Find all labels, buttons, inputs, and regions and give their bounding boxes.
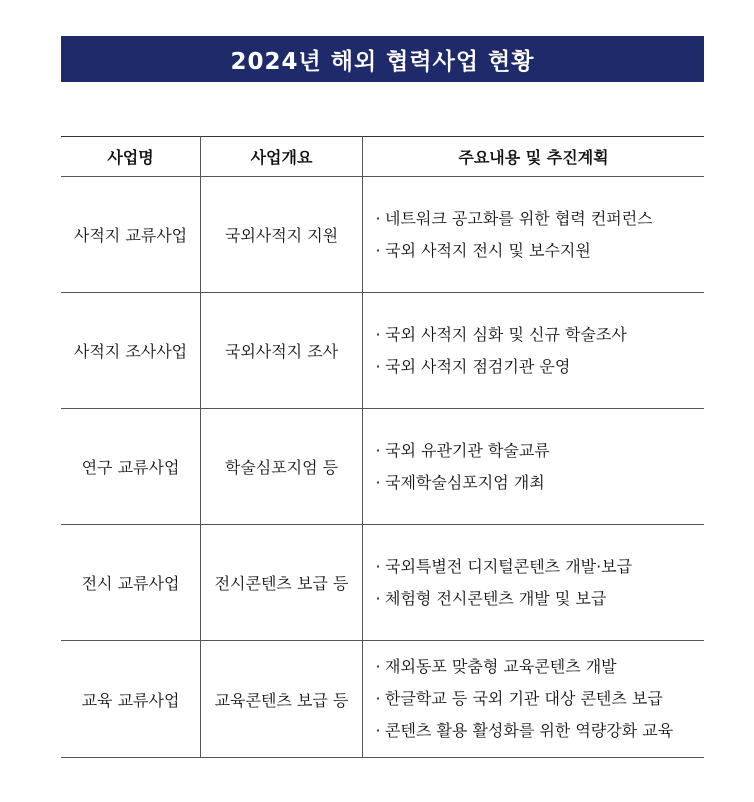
detail-text: 체험형 전시콘텐츠 개발 및 보급 <box>385 588 607 608</box>
bullet-icon: · <box>375 721 381 740</box>
detail-list <box>363 203 704 267</box>
detail-item <box>371 583 704 615</box>
page-title: 2024년 해외 협력사업 현황 <box>230 48 535 75</box>
detail-list <box>363 435 704 499</box>
project-name-cell: 사적지 교류사업 <box>61 177 201 293</box>
header-row <box>61 137 704 177</box>
bullet-icon: · <box>375 240 381 260</box>
table-row <box>61 293 704 409</box>
detail-text: 국외 사적지 전시 및 보수지원 <box>385 240 591 260</box>
project-name-cell: 교육 교류사업 <box>61 641 201 758</box>
project-summary-cell: 교육콘텐츠 보급 등 <box>201 641 363 758</box>
detail-text: 한글학교 등 국외 기관 대상 콘텐츠 보급 <box>385 689 663 708</box>
detail-item <box>371 715 704 747</box>
title-banner <box>61 36 704 82</box>
detail-list <box>363 651 704 747</box>
table-row <box>61 409 704 525</box>
detail-item <box>371 235 704 267</box>
detail-text: 국외 사적지 심화 및 신규 학술조사 <box>385 324 627 344</box>
detail-text: 네트워크 공고화를 위한 협력 컨퍼런스 <box>385 208 653 228</box>
detail-text: 콘텐츠 활용 활성화를 위한 역량강화 교육 <box>385 721 674 740</box>
bullet-icon: · <box>375 472 381 492</box>
project-summary-cell: 전시콘텐츠 보급 등 <box>201 525 363 641</box>
bullet-icon: · <box>375 588 381 608</box>
table-row <box>61 177 704 293</box>
bullet-icon: · <box>375 324 381 344</box>
projects-table <box>61 136 704 758</box>
detail-text: 국제학술심포지엄 개최 <box>385 472 545 492</box>
detail-list <box>363 319 704 383</box>
detail-text: 국외특별전 디지털콘텐츠 개발·보급 <box>385 556 633 576</box>
project-details-cell <box>363 293 705 409</box>
project-details-cell <box>363 641 705 758</box>
table-row <box>61 525 704 641</box>
project-summary-cell: 국외사적지 조사 <box>201 293 363 409</box>
project-name-cell: 전시 교류사업 <box>61 525 201 641</box>
detail-item <box>371 551 704 583</box>
detail-item <box>371 651 704 683</box>
bullet-icon: · <box>375 556 381 576</box>
detail-text: 국외 사적지 점검기관 운영 <box>385 356 571 376</box>
bullet-icon: · <box>375 440 381 460</box>
table-body <box>61 177 704 758</box>
project-details-cell <box>363 177 705 293</box>
project-details-cell <box>363 409 705 525</box>
detail-list <box>363 551 704 615</box>
bullet-icon: · <box>375 356 381 376</box>
detail-text: 국외 유관기관 학술교류 <box>385 440 550 460</box>
detail-item <box>371 467 704 499</box>
table-header <box>61 137 704 177</box>
bullet-icon: · <box>375 689 381 708</box>
header-project-summary: 사업개요 <box>201 137 363 177</box>
project-name-cell: 사적지 조사사업 <box>61 293 201 409</box>
bullet-icon: · <box>375 208 381 228</box>
detail-text: 재외동포 맞춤형 교육콘텐츠 개발 <box>385 657 617 676</box>
detail-item <box>371 203 704 235</box>
project-summary-cell: 학술심포지엄 등 <box>201 409 363 525</box>
header-project-details: 주요내용 및 추진계획 <box>458 148 609 167</box>
project-name-cell: 연구 교류사업 <box>61 409 201 525</box>
bullet-icon: · <box>375 657 381 676</box>
table-row <box>61 641 704 758</box>
project-summary-cell: 국외사적지 지원 <box>201 177 363 293</box>
detail-item <box>371 319 704 351</box>
detail-item <box>371 435 704 467</box>
project-details-cell <box>363 525 705 641</box>
detail-item <box>371 683 704 715</box>
header-project-name: 사업명 <box>61 137 201 177</box>
detail-item <box>371 351 704 383</box>
